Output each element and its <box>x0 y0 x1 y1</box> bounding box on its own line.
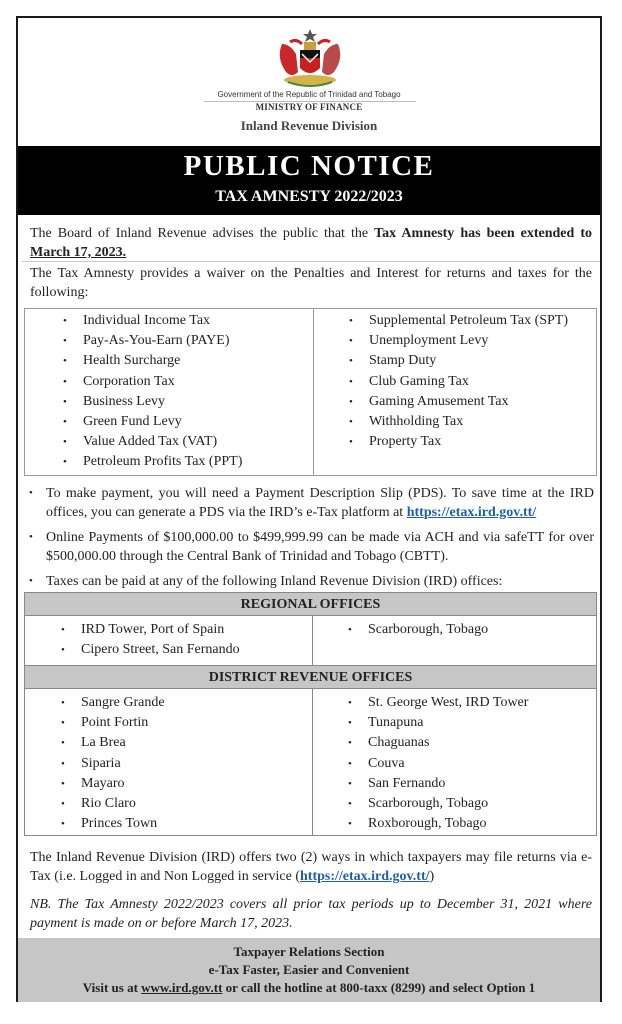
tax-item: • Gaming Amusement Tax <box>343 392 568 412</box>
tax-item: • Value Added Tax (VAT) <box>57 432 242 452</box>
tax-item: • Petroleum Profits Tax (PPT) <box>57 452 242 472</box>
tax-item: • Pay-As-You-Earn (PAYE) <box>57 331 242 351</box>
public-notice-page <box>16 16 602 1002</box>
office-item: • St. George West, IRD Tower <box>342 693 528 713</box>
coat-of-arms-icon <box>268 28 352 90</box>
filing-paragraph <box>30 848 592 886</box>
office-item: • Chaguanas <box>342 733 528 753</box>
tax-item: • Property Tax <box>343 432 568 452</box>
online-payment-item: • Online Payments of $100,000.00 to $499,999.99 can be made via ACH and via safeTT for over $500,000.00 through the Central Bank of Trinidad and Tobago (CBTT). <box>24 528 594 566</box>
tax-item: • Supplemental Petroleum Tax (SPT) <box>343 311 568 331</box>
notice-footer <box>18 938 600 1002</box>
etax-link[interactable]: https://etax.ird.gov.tt/ <box>406 505 537 520</box>
footer-section: Taxpayer Relations Section <box>233 944 385 959</box>
ministry-line: MINISTRY OF FINANCE <box>255 102 363 112</box>
notice-subtitle: TAX AMNESTY 2022/2023 <box>215 188 403 205</box>
office-item: • Tunapuna <box>342 713 528 733</box>
regional-offices-heading: REGIONAL OFFICES <box>25 592 596 616</box>
office-item: • Point Fortin <box>55 713 165 733</box>
website-link[interactable]: www.ird.gov.tt <box>141 980 223 995</box>
office-item: • Sangre Grande <box>55 693 165 713</box>
payment-info-list <box>24 484 594 597</box>
footer-visit-prefix: Visit us at <box>82 980 142 995</box>
tax-item: • Green Fund Levy <box>57 412 242 432</box>
etax-filing-link[interactable]: https://etax.ird.gov.tt/ <box>300 869 430 884</box>
tax-item: • Withholding Tax <box>343 412 568 432</box>
extension-date: March 17, 2023. <box>30 245 127 260</box>
district-offices-heading: DISTRICT REVENUE OFFICES <box>25 665 596 689</box>
tax-item: • Health Surcharge <box>57 351 242 371</box>
division-line: Inland Revenue Division <box>240 118 378 133</box>
office-item: • La Brea <box>55 733 165 753</box>
office-item: • Scarborough, Tobago <box>342 620 488 640</box>
office-item: • Scarborough, Tobago <box>342 794 528 814</box>
government-line: Government of the Republic of Trinidad and Tobago <box>217 90 401 99</box>
district-list-left <box>55 693 165 834</box>
pds-text: To make payment, you will need a Payment Description Slip (PDS). To save time at the IRD offices, you can generate a PDS via the IRD’s e-Tax platform at <box>46 486 594 520</box>
notice-header <box>18 18 600 146</box>
waiver-paragraph: The Tax Amnesty provides a waiver on the Penalties and Interest for returns and taxes for the following: <box>30 266 592 300</box>
tax-item: • Stamp Duty <box>343 351 568 371</box>
tax-list-box <box>24 308 597 476</box>
office-item: • Siparia <box>55 754 165 774</box>
office-item: • Cipero Street, San Fernando <box>55 640 240 660</box>
regional-list-right <box>342 620 488 640</box>
tax-list-right <box>343 311 568 452</box>
extension-bold: Tax Amnesty has been extended to <box>374 226 592 241</box>
tax-item: • Corporation Tax <box>57 372 242 392</box>
filing-text: The Inland Revenue Division (IRD) offers two (2) ways in which taxpayers may file returns via e-Tax (i.e. Logged in and Non Logged in service ( <box>30 850 592 884</box>
footer-visit-suffix: or call the hotline at 800-taxx (8299) and select Option 1 <box>222 980 536 995</box>
tax-item: • Business Levy <box>57 392 242 412</box>
regional-divider <box>312 616 313 665</box>
office-item: • Rio Claro <box>55 794 165 814</box>
notice-title: PUBLIC NOTICE <box>183 150 435 182</box>
office-item: • San Fernando <box>342 774 528 794</box>
office-item: • Couva <box>342 754 528 774</box>
extension-paragraph <box>30 224 592 262</box>
offices-table <box>24 592 597 836</box>
tax-list-divider <box>313 309 314 475</box>
office-item: • Mayaro <box>55 774 165 794</box>
notice-banner <box>18 146 600 215</box>
pds-item <box>24 484 594 522</box>
office-item: • IRD Tower, Port of Spain <box>55 620 240 640</box>
filing-close: ) <box>429 869 435 884</box>
offices-intro-item: • Taxes can be paid at any of the following Inland Revenue Division (IRD) offices: <box>24 572 594 591</box>
extension-lead: The Board of Inland Revenue advises the public that the <box>30 226 375 241</box>
tax-list-left <box>57 311 242 473</box>
tax-item: • Unemployment Levy <box>343 331 568 351</box>
district-list-right <box>342 693 528 834</box>
footer-contact <box>18 979 600 997</box>
office-item: • Roxborough, Tobago <box>342 814 528 834</box>
nb-paragraph: NB. The Tax Amnesty 2022/2023 covers all prior tax periods up to December 31, 2021 where payment is made on or before March 17, 2023. <box>30 897 592 931</box>
paragraph-divider <box>22 261 600 262</box>
footer-tagline: e-Tax Faster, Easier and Convenient <box>208 962 410 977</box>
regional-list-left <box>55 620 240 660</box>
district-divider <box>312 689 313 836</box>
tax-item: • Club Gaming Tax <box>343 372 568 392</box>
tax-item: • Individual Income Tax <box>57 311 242 331</box>
office-item: • Princes Town <box>55 814 165 834</box>
